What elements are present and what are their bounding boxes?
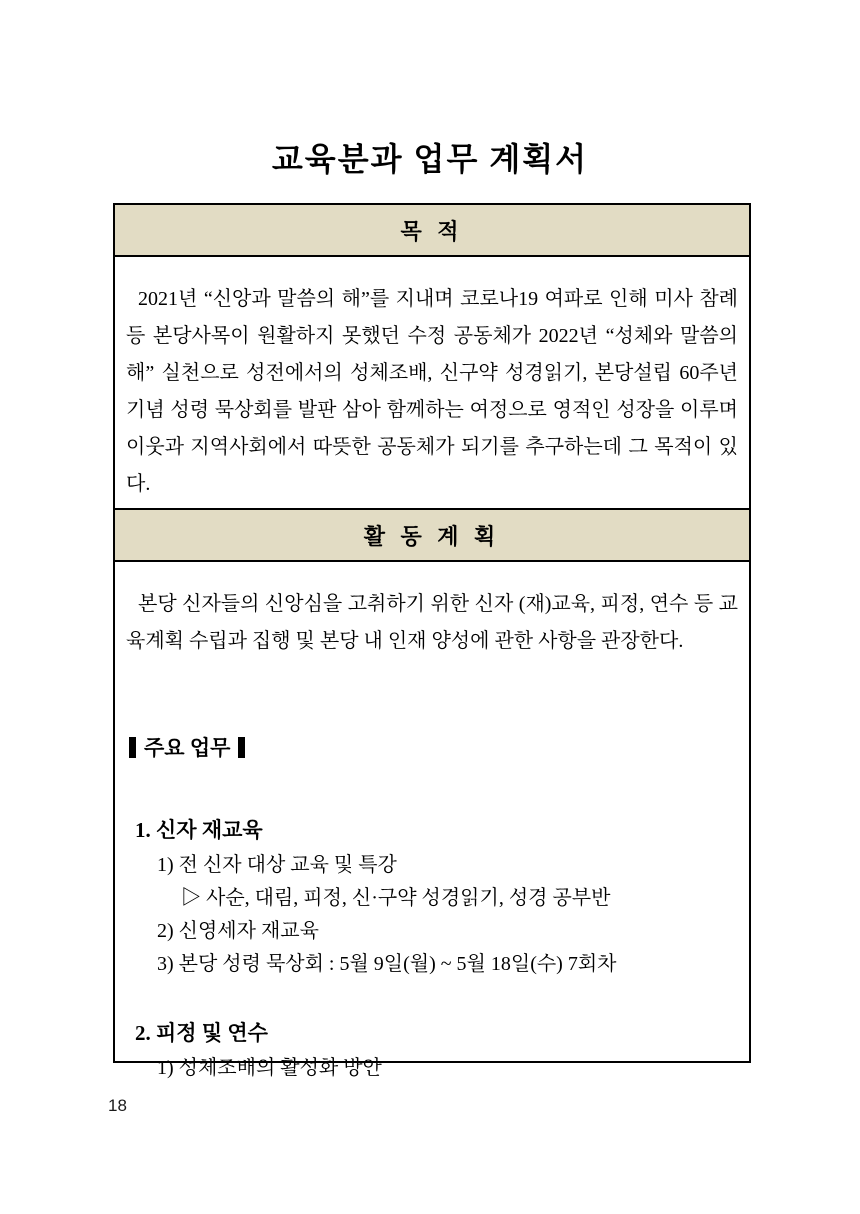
task-item: 2) 신영세자 재교육 [157, 920, 319, 942]
task-item: 1) 전 신자 대상 교육 및 특강 [157, 854, 397, 876]
task-item: 1) 성체조배의 활성화 방안 [157, 1057, 382, 1079]
task-item: ▷ 사순, 대림, 피정, 신·구약 성경읽기, 성경 공부반 [181, 887, 611, 909]
section-header-purpose: 목 적 [115, 205, 749, 257]
document-box [113, 203, 751, 1079]
section-marker-bar-icon [238, 737, 245, 758]
task-item: 3) 본당 성령 묵상회 : 5월 9일(월) ~ 5월 18일(수) 7회차 [157, 953, 617, 975]
page-number: 18 [108, 1096, 127, 1115]
task-group-title: 1. 신자 재교육 [135, 818, 263, 842]
purpose-text: 2021년 “신앙과 말씀의 해”를 지내며 코로나19 여파로 인해 미사 참례 등 본당사목이 원활하지 못했던 수정 공동체가 2022년 “성체와 말씀의 해” 실천으로 성전에서의 성체조배, 신구약 성경읽기, 본당설립 60주년 기념 성령 묵상회를 발판 삼아 함께하는 여정으로 영적인 성장을 이루며 이웃과 지역사회에서 따뜻한 공동체가 되기를 추구하는데 그 목적이 있다. [126, 288, 738, 495]
major-tasks-label: 주요 업무 [144, 736, 231, 760]
activity-text: 본당 신자들의 신앙심을 고취하기 위한 신자 (재)교육, 피정, 연수 등 교육계획 수립과 집행 및 본당 내 인재 양성에 관한 사항을 관장한다. [126, 593, 738, 652]
task-group-title: 2. 피정 및 연수 [135, 1021, 268, 1045]
major-tasks-heading [129, 732, 737, 762]
major-tasks-section [115, 732, 749, 1085]
section-marker-bar-icon [129, 737, 136, 758]
section-header-activity: 활 동 계 획 [115, 508, 749, 562]
page-title: 교육분과 업무 계획서 [271, 141, 589, 177]
